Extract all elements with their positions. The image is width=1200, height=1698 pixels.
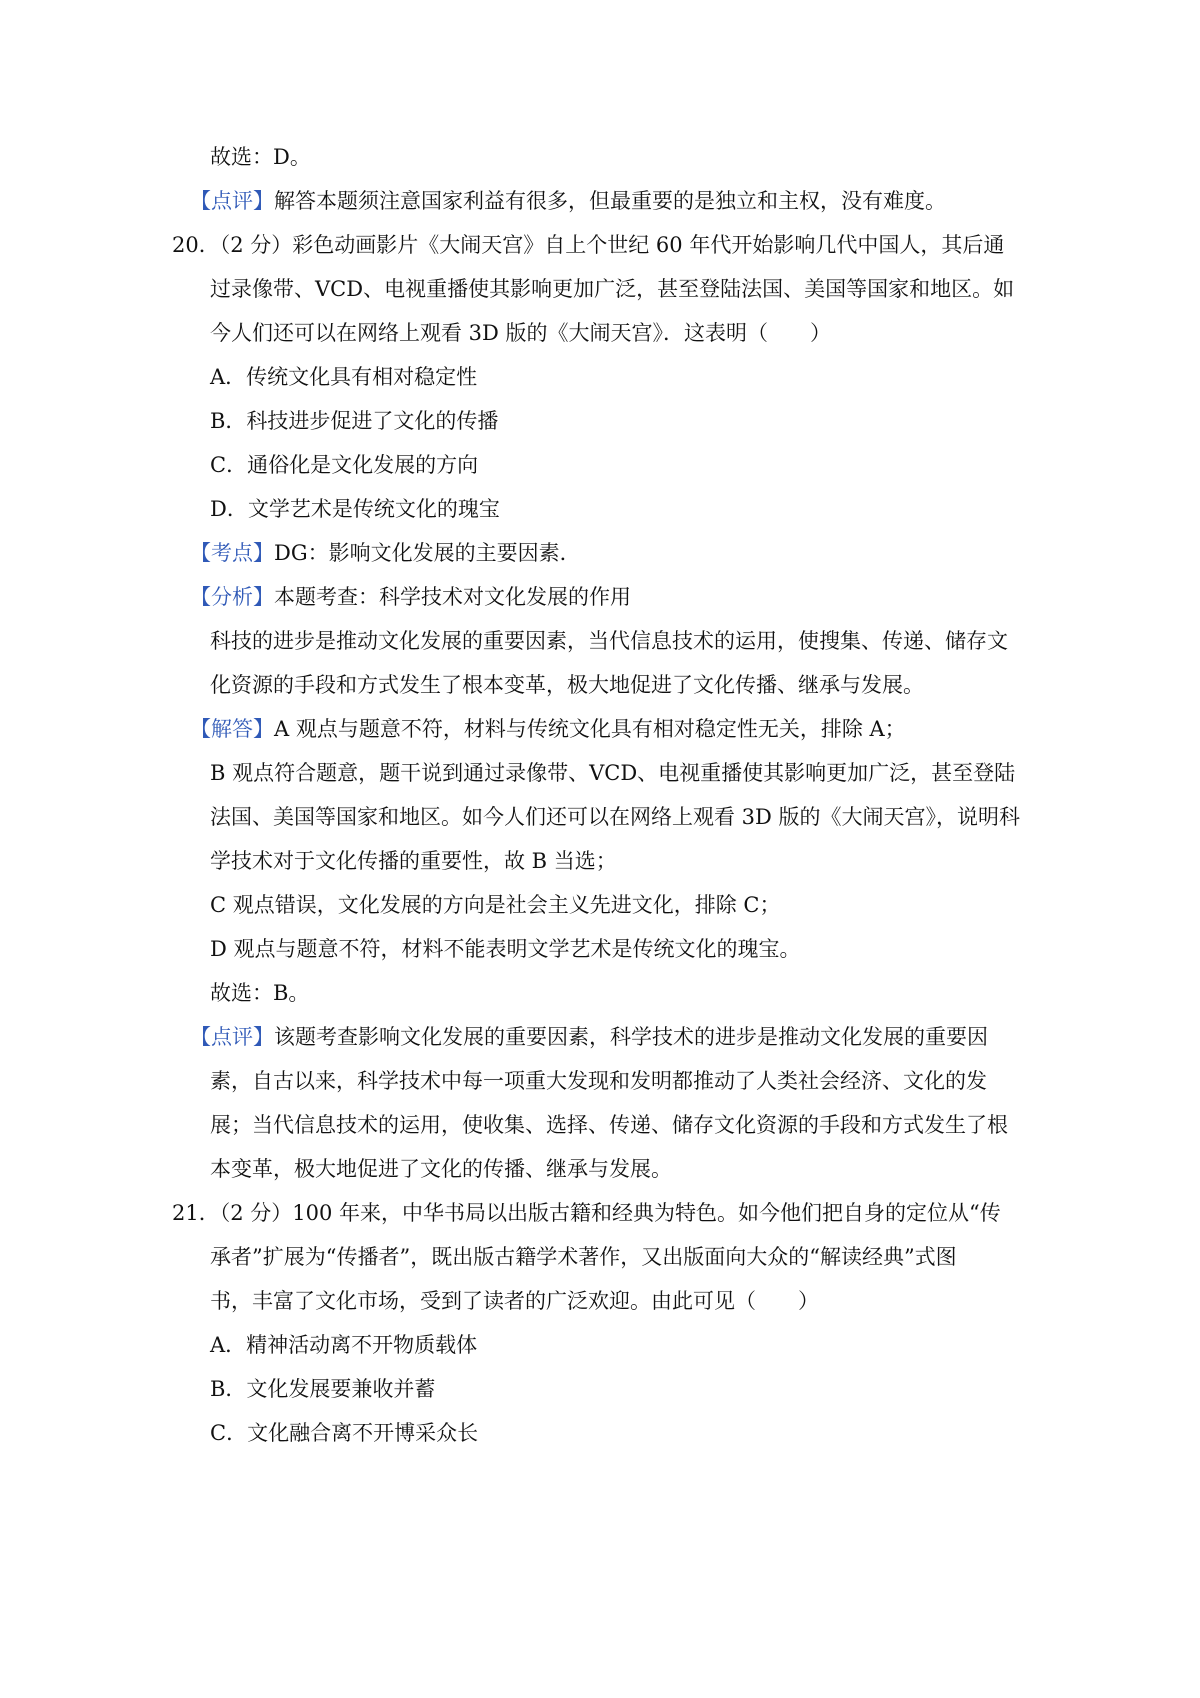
jieda-text: A 观点与题意不符，材料与传统文化具有相对稳定性无关，排除 A；	[274, 717, 906, 741]
jieda-tag: 【解答】	[190, 717, 274, 741]
review-tag: 【点评】	[190, 189, 274, 213]
fenxi-line	[0, 582, 1200, 612]
answer-line	[0, 142, 1200, 172]
jieda-body-line: 法国、美国等国家和地区。如今人们还可以在网络上观看 3D 版的《大闹天宫》，说明科	[210, 805, 1021, 829]
jieda-body-line: B 观点符合题意，题干说到通过录像带、VCD、电视重播使其影响更加广泛，甚至登陆	[210, 761, 1016, 785]
dianping-text: 该题考查影响文化发展的重要因素，科学技术的进步是推动文化发展的重要因	[274, 1025, 988, 1049]
question-stem-line: 过录像带、VCD、电视重播使其影响更加广泛，甚至登陆法国、美国等国家和地区。如	[210, 277, 1015, 301]
option-b: B．文化发展要兼收并蓄	[210, 1377, 436, 1401]
fenxi-body-line: 化资源的手段和方式发生了根本变革，极大地促进了文化传播、继承与发展。	[210, 673, 924, 697]
option-b: B．科技进步促进了文化的传播	[210, 409, 499, 433]
fenxi-text: 本题考查：科学技术对文化发展的作用	[274, 585, 631, 609]
jieda-body-line: C 观点错误，文化发展的方向是社会主义先进文化，排除 C；	[210, 893, 781, 917]
jieda-body-line: 学技术对于文化传播的重要性，故 B 当选；	[210, 849, 617, 873]
review-text: 解答本题须注意国家利益有很多，但最重要的是独立和主权，没有难度。	[274, 189, 946, 213]
question-stem-line: 今人们还可以在网络上观看 3D 版的《大闹天宫》．这表明（ ）	[210, 321, 832, 345]
fenxi-tag: 【分析】	[190, 585, 274, 609]
fenxi-body-line: 科技的进步是推动文化发展的重要因素，当代信息技术的运用，使搜集、传递、储存文	[210, 629, 1008, 653]
option-c: C．文化融合离不开博采众长	[210, 1421, 479, 1445]
option-a: A．传统文化具有相对稳定性	[210, 365, 478, 389]
dianping-tag: 【点评】	[190, 1025, 274, 1049]
dianping-body-line: 本变革，极大地促进了文化的传播、继承与发展。	[210, 1157, 672, 1181]
dianping-line	[0, 1022, 1200, 1052]
kaodian-text: DG：影响文化发展的主要因素．	[274, 541, 581, 565]
jieda-line	[0, 714, 1200, 744]
jieda-body-line: D 观点与题意不符，材料不能表明文学艺术是传统文化的瑰宝。	[210, 937, 801, 961]
question-stem-line: 书，丰富了文化市场，受到了读者的广泛欢迎。由此可见（ ）	[210, 1289, 819, 1313]
question-stem-line: 21．（2 分）100 年来，中华书局以出版古籍和经典为特色。如今他们把自身的定位从“传	[172, 1201, 1001, 1225]
option-a: A．精神活动离不开物质载体	[210, 1333, 478, 1357]
dianping-body-line: 素，自古以来，科学技术中每一项重大发现和发明都推动了人类社会经济、文化的发	[210, 1069, 987, 1093]
option-c: C．通俗化是文化发展的方向	[210, 453, 479, 477]
question-stem-line: 20．（2 分）彩色动画影片《大闹天宫》自上个世纪 60 年代开始影响几代中国人，其后通	[172, 233, 1005, 257]
review-line	[0, 186, 1200, 216]
answer-line: 故选：B。	[210, 981, 310, 1005]
question-stem-line: 承者”扩展为“传播者”，既出版古籍学术著作，又出版面向大众的“解读经典”式图	[210, 1245, 957, 1269]
dianping-body-line: 展；当代信息技术的运用，使收集、选择、传递、储存文化资源的手段和方式发生了根	[210, 1113, 1008, 1137]
kaodian-line	[0, 538, 1200, 568]
kaodian-tag: 【考点】	[190, 541, 274, 565]
answer-text: 故选：D。	[210, 145, 311, 169]
option-d: D．文学艺术是传统文化的瑰宝	[210, 497, 500, 521]
